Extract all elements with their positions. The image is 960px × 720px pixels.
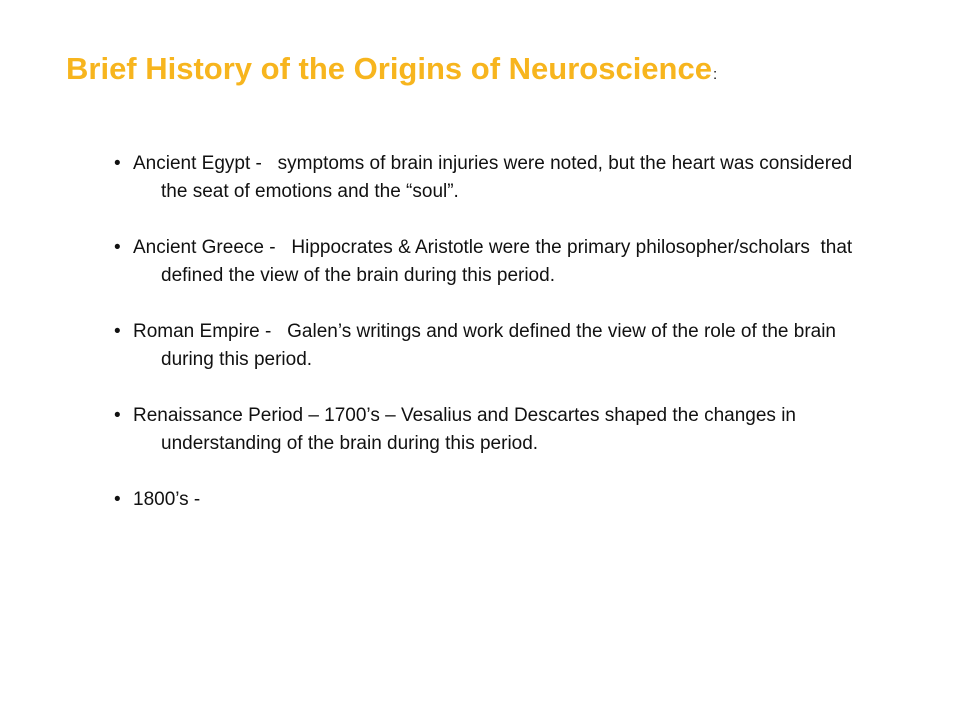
slide-title-text: Brief History of the Origins of Neuroscience	[66, 51, 712, 86]
bullet-icon: •	[114, 237, 121, 258]
bullet-text: Ancient Greece - Hippocrates & Aristotle were the primary philosopher/scholars that defined the view of the brain during this period.	[133, 237, 858, 286]
slide-title-colon: :	[712, 66, 718, 83]
bullet-renaissance-period	[114, 402, 874, 458]
bullet-text: Renaissance Period – 1700’s – Vesalius and Descartes shaped the changes in understanding of the brain during this period.	[133, 405, 802, 454]
bullet-text: 1800’s -	[133, 489, 201, 510]
bullet-list	[114, 150, 874, 542]
bullet-text: Ancient Egypt - symptoms of brain injuries were noted, but the heart was considered the seat of emotions and the “soul”.	[133, 153, 858, 202]
bullet-icon: •	[114, 405, 121, 426]
bullet-icon: •	[114, 153, 121, 174]
slide-title	[66, 46, 717, 98]
bullet-icon: •	[114, 321, 121, 342]
bullet-1800s	[114, 486, 874, 514]
bullet-ancient-egypt	[114, 150, 874, 206]
bullet-roman-empire	[114, 318, 874, 374]
bullet-ancient-greece	[114, 234, 874, 290]
bullet-text: Roman Empire - Galen’s writings and work defined the view of the role of the brain during this period.	[133, 321, 842, 370]
bullet-icon: •	[114, 489, 121, 510]
